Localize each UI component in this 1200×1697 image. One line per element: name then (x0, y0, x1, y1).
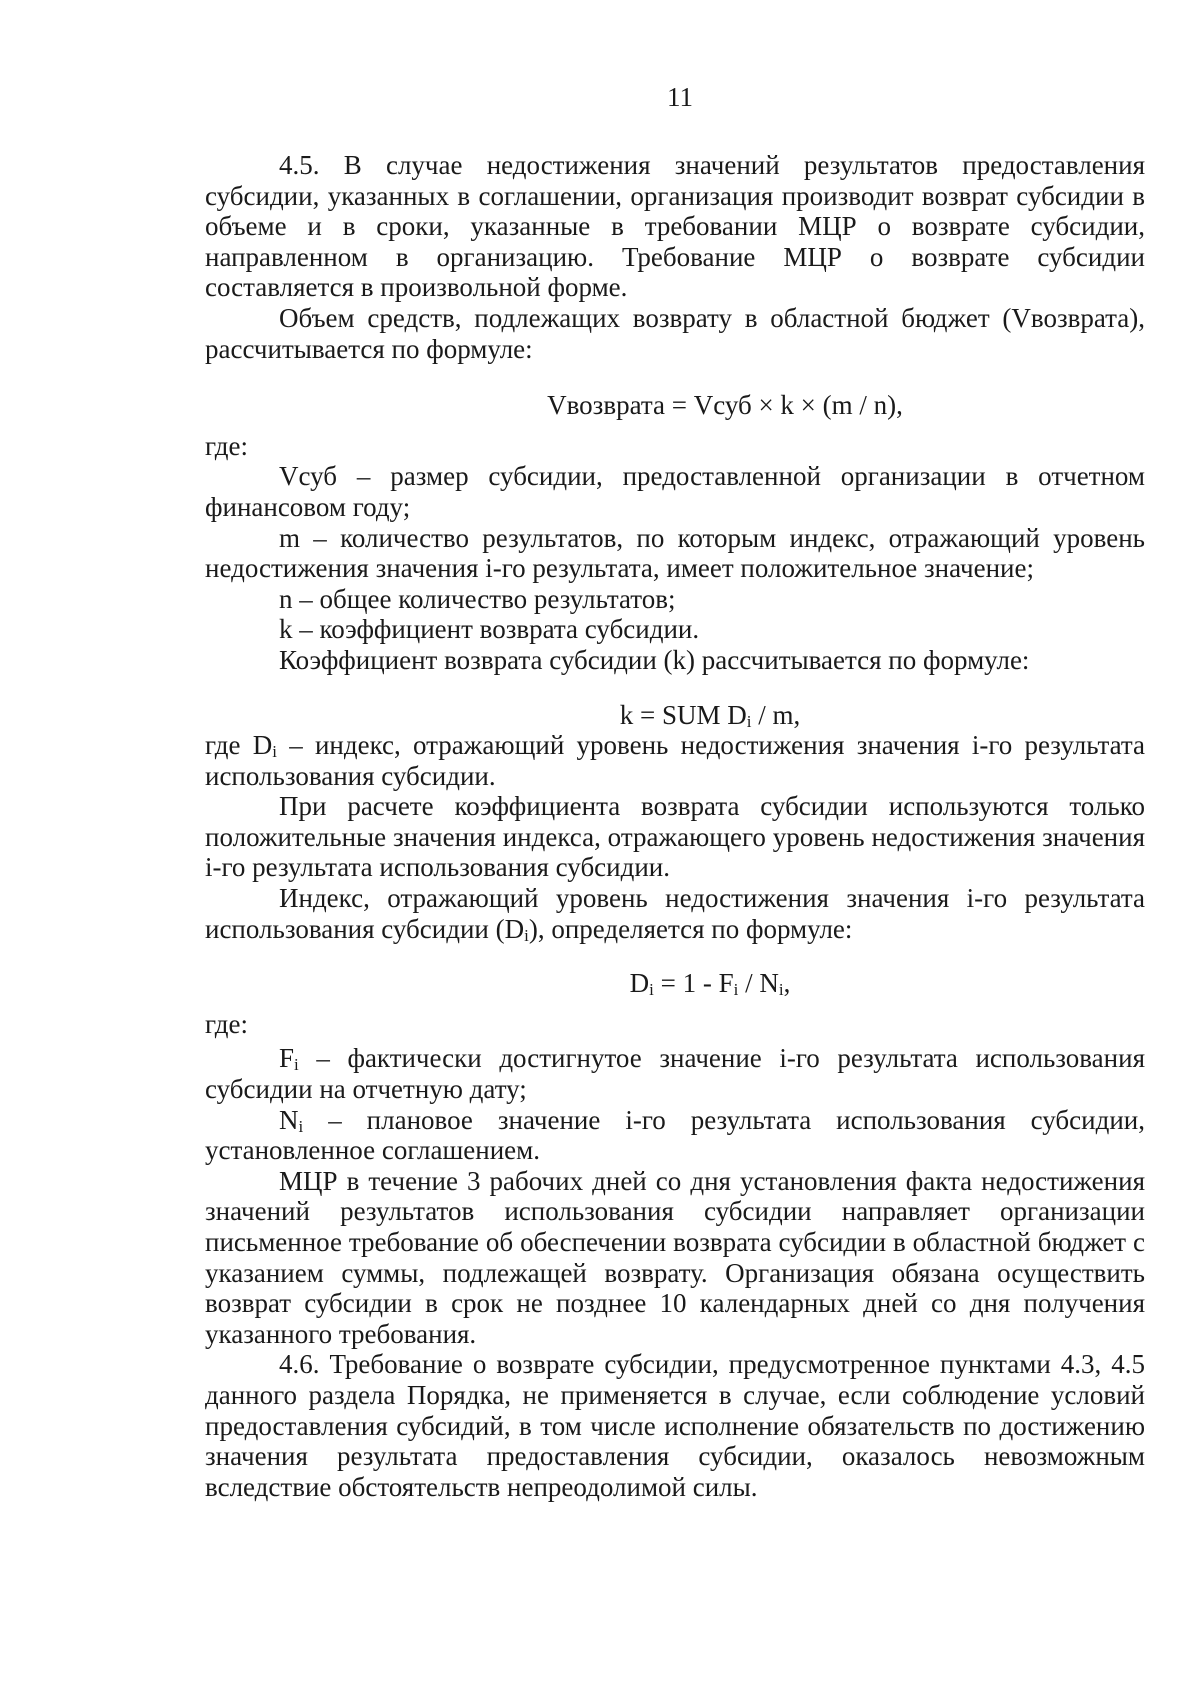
definition-fi: $F_i$ – фактически достигнутое значение i-го результата использования субсидии на отчетную дату; (205, 1043, 1145, 1105)
formula-di: $D_i = 1 - F_i / N_i$, (629, 968, 791, 1000)
definition-k: k – коэффициент возврата субсидии. (279, 614, 700, 645)
definition-di: где $D_i$ – индекс, отражающий уровень недостижения значения i-го результата использования субсидии. (205, 730, 1146, 791)
paragraph-k-intro: Коэффициент возврата субсидии (k) рассчитывается по формуле: (279, 644, 1030, 675)
paragraph-index: Индекс, отражающий уровень недостижения значения i-го результата использования субсидии $(D_i)$, определяется по формуле: (205, 883, 1145, 945)
definition-ni: $N_i$ – плановое значение i-го результата использования субсидии, установленное соглашением. (205, 1104, 1145, 1166)
formula-k: k = SUM $D_i$ / m, (619, 699, 801, 731)
definition-n: n – общее количество результатов; (279, 583, 676, 614)
paragraph-positive-values: При расчете коэффициента возврата субсидии используются только положительные значения индекса, отражающего уровень недостижения значения i-го результата использования субсидии. (205, 791, 1145, 883)
document-body (205, 150, 1145, 1502)
paragraph-4-5: 4.5. В случае недостижения значений результатов предоставления субсидии, указанных в соглашении, организация производит возврат субсидии в объеме и в сроки, указанные в требовании МЦР о возврате субсидии, направленном в организацию. Требование МЦР о возврате субсидии составляется в произвольной форме. (205, 150, 1145, 303)
paragraph-volume: Объем средств, подлежащих возврату в областной бюджет (Vвозврата), рассчитывается по формуле: (205, 302, 1145, 364)
definition-m: m – количество результатов, по которым индекс, отражающий уровень недостижения значения i-го результата, имеет положительное значение; (205, 522, 1145, 584)
page-number: 11 (667, 82, 693, 112)
where-label: где: (205, 430, 248, 461)
definition-vsub: Vсуб – размер субсидии, предоставленной организации в отчетном финансовом году; (205, 461, 1145, 522)
formula-return-volume: Vвозврата = Vсуб × k × (m / n), (547, 390, 903, 421)
where-label-2: где: (205, 1008, 248, 1039)
paragraph-4-6: 4.6. Требование о возврате субсидии, предусмотренное пунктами 4.3, 4.5 данного раздела Порядка, не применяется в случае, если соблюдение условий предоставления субсидий, в том числе исполнение обязательств по достижению значения результата предоставления субсидии, оказалось невозможным вследствие обстоятельств непреодолимой силы. (205, 1349, 1145, 1502)
paragraph-mcr-requirement: МЦР в течение 3 рабочих дней со дня установления факта недостижения значений результатов использования субсидии направляет организации письменное требование об обеспечении возврата субсидии в областной бюджет с указанием суммы, подлежащей возврату. Организация обязана осуществить возврат субсидии в срок не позднее 10 календарных дней со дня получения указанного требования. (205, 1165, 1145, 1349)
